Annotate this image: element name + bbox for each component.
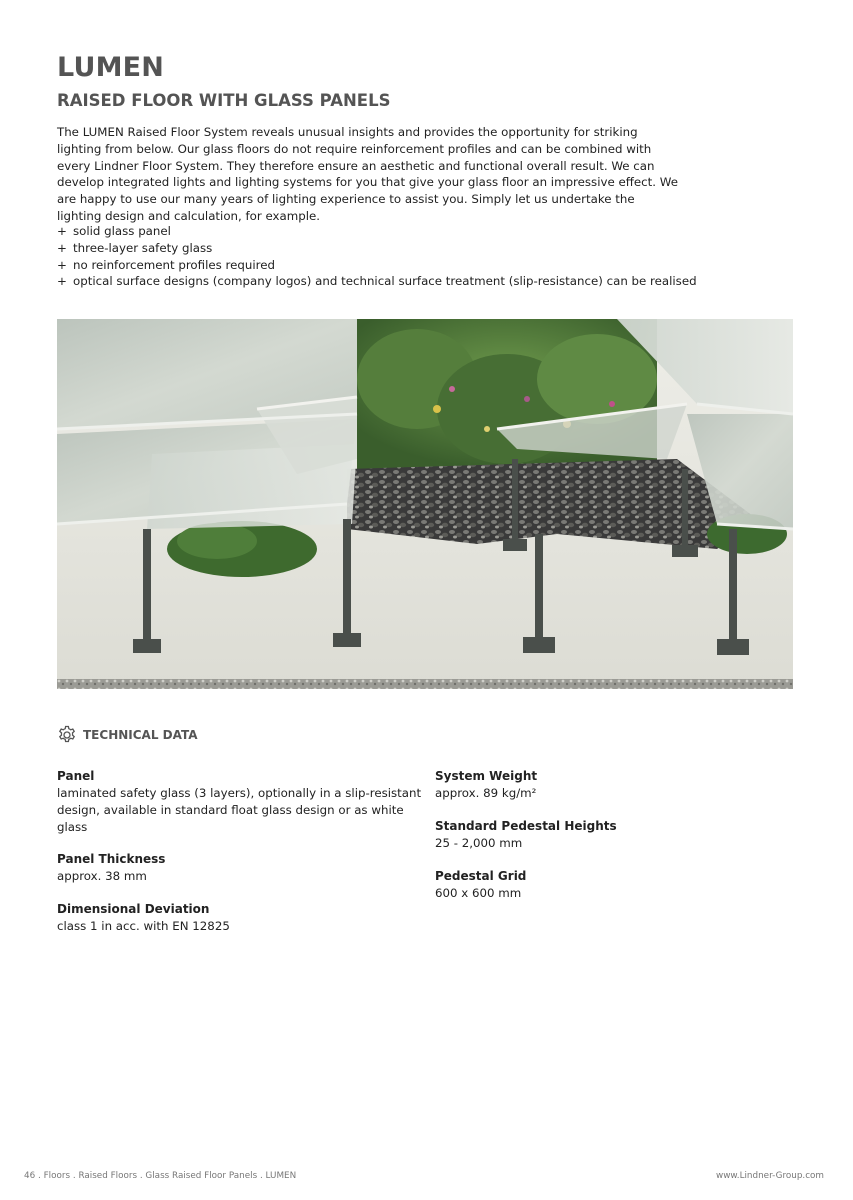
technical-data-heading	[57, 724, 198, 746]
feature-item	[57, 223, 697, 240]
gear-icon	[57, 725, 77, 745]
plus-icon: +	[57, 257, 67, 272]
feature-item	[57, 257, 697, 274]
spec-panel	[57, 768, 422, 835]
spec-value: approx. 89 kg/m²	[435, 786, 537, 800]
spec-column-left	[57, 768, 422, 951]
spec-value: approx. 38 mm	[57, 869, 147, 884]
glass-floor-photo	[57, 319, 793, 689]
spec-title: Panel Thickness	[57, 852, 166, 867]
plus-icon: +	[57, 274, 67, 289]
footer-breadcrumb: 46 . Floors . Raised Floors . Glass Raised Floor Panels . LUMEN	[24, 1171, 297, 1181]
spec-pedestal-heights	[435, 818, 795, 852]
spec-dimensional-deviation	[57, 901, 422, 935]
spec-panel-thickness	[57, 851, 422, 885]
feature-text: optical surface designs (company logos) and technical surface treatment (slip-resistance) can be realised	[73, 274, 697, 289]
spec-value: class 1 in acc. with EN 12825	[57, 919, 230, 934]
footer-website: www.Lindner-Group.com	[716, 1171, 824, 1181]
feature-text: no reinforcement profiles required	[73, 257, 275, 272]
spec-title: System Weight	[435, 769, 538, 783]
spec-title: Pedestal Grid	[435, 868, 527, 883]
spec-column-right	[435, 768, 795, 917]
technical-data-label: TECHNICAL DATA	[83, 728, 198, 742]
spec-pedestal-grid	[435, 868, 795, 902]
spec-title: Dimensional Deviation	[57, 902, 210, 917]
spec-value: 25 - 2,000 mm	[435, 835, 523, 850]
page-title: LUMEN	[57, 52, 165, 83]
page-subtitle: RAISED FLOOR WITH GLASS PANELS	[57, 91, 391, 110]
intro-paragraph: The LUMEN Raised Floor System reveals unusual insights and provides the opportunity for striking lighting from below. Our glass floors do not require reinforcement profiles and can be combined with every Lindner Floor System. They therefore ensure an aesthetic and functional overall result. We can develop integrated lights and lighting systems for you that give your glass floor an impressive effect. We are happy to use our many years of lighting experience to assist you. Simply let us undertake the lighting design and calculation, for example.	[57, 125, 678, 223]
feature-list	[57, 223, 697, 290]
spec-value: 600 x 600 mm	[435, 885, 522, 900]
spec-value: laminated safety glass (3 layers), optionally in a slip-resistant design, available in standard float glass design or as white glass	[57, 786, 422, 834]
feature-item	[57, 240, 697, 257]
feature-item	[57, 273, 697, 290]
plus-icon: +	[57, 224, 67, 238]
spec-system-weight	[435, 768, 795, 802]
plus-icon: +	[57, 240, 67, 255]
feature-text: three-layer safety glass	[73, 240, 213, 255]
spec-title: Standard Pedestal Heights	[435, 818, 617, 833]
spec-title: Panel	[57, 769, 95, 783]
feature-text: solid glass panel	[73, 224, 171, 238]
